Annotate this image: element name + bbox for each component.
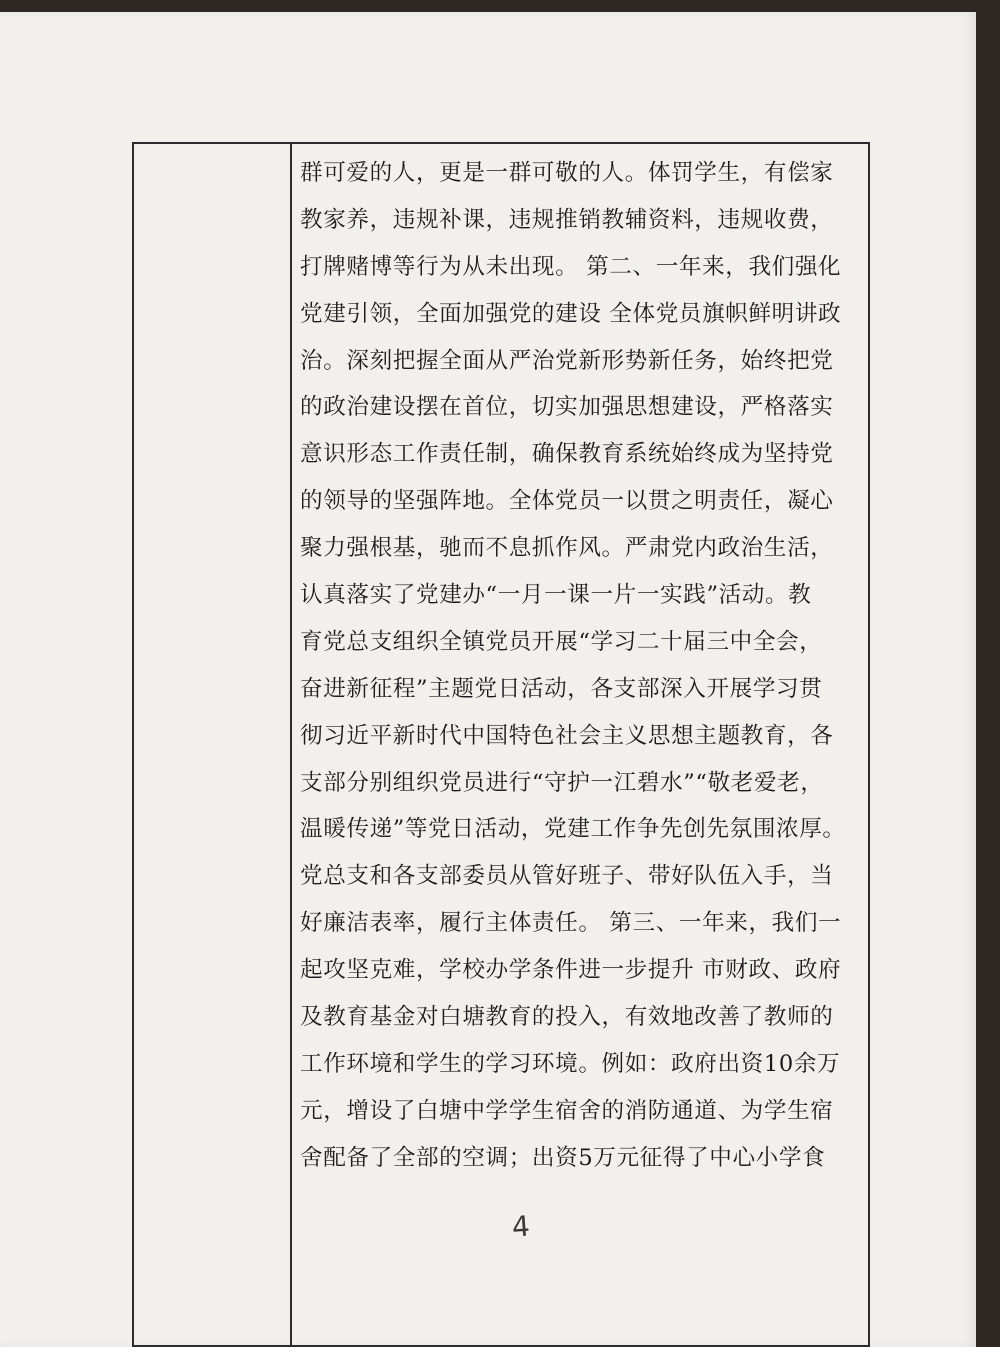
label-column-cell [132, 142, 292, 1347]
page-number: 4 [510, 1209, 531, 1244]
text-line: 的政治建设摆在首位，切实加强思想建设，严格落实 [300, 394, 834, 421]
text-line: 元，增设了白塘中学学生宿舍的消防通道、为学生宿 [300, 1097, 834, 1124]
text-line: 起攻坚克难，学校办学条件进一步提升 市财政、政府 [300, 957, 842, 984]
text-line: 的领导的坚强阵地。全体党员一以贯之明责任，凝心 [300, 488, 834, 515]
text-line: 好廉洁表率，履行主体责任。 第三、一年来，我们一 [300, 910, 842, 937]
text-line: 及教育基金对白塘教育的投入，有效地改善了教师的 [300, 1004, 834, 1031]
text-line: 党总支和各支部委员从管好班子、带好队伍入手，当 [300, 863, 834, 890]
text-line: 群可爱的人，更是一群可敬的人。体罚学生，有偿家 [300, 160, 834, 186]
text-line: 温暖传递”等党日活动，党建工作争先创先氛围浓厚。 [300, 816, 846, 843]
text-line: 支部分别组织党员进行“守护一江碧水”“敬老爱老， [300, 769, 824, 796]
text-line: 育党总支组织全镇党员开展“学习二十届三中全会， [300, 628, 823, 655]
text-line: 治。深刻把握全面从严治党新形势新任务，始终把党 [300, 347, 834, 374]
table-body [132, 142, 870, 1347]
text-line: 党建引领，全面加强党的建设 全体党员旗帜鲜明讲政 [300, 300, 842, 327]
text-line: 彻习近平新时代中国特色社会主义思想主题教育，各 [300, 722, 834, 749]
text-line: 舍配备了全部的空调；出资5万元征得了中心小学食 [300, 1144, 826, 1171]
text-line: 工作环境和学生的学习环境。例如：政府出资10余万 [300, 1050, 841, 1077]
text-line: 奋进新征程”主题党日活动，各支部深入开展学习贯 [300, 675, 823, 702]
text-line: 打牌赌博等行为从未出现。 第二、一年来，我们强化 [300, 253, 842, 280]
text-line: 教家养，违规补课，违规推销教辅资料，违规收费， [300, 206, 834, 233]
content-cell [300, 150, 860, 1347]
text-line: 聚力强根基，驰而不息抓作风。严肃党内政治生活， [300, 535, 834, 562]
text-line: 认真落实了党建办“一月一课一片一实践”活动。教 [300, 582, 812, 609]
text-line: 意识形态工作责任制，确保教育系统始终成为坚持党 [300, 441, 834, 468]
